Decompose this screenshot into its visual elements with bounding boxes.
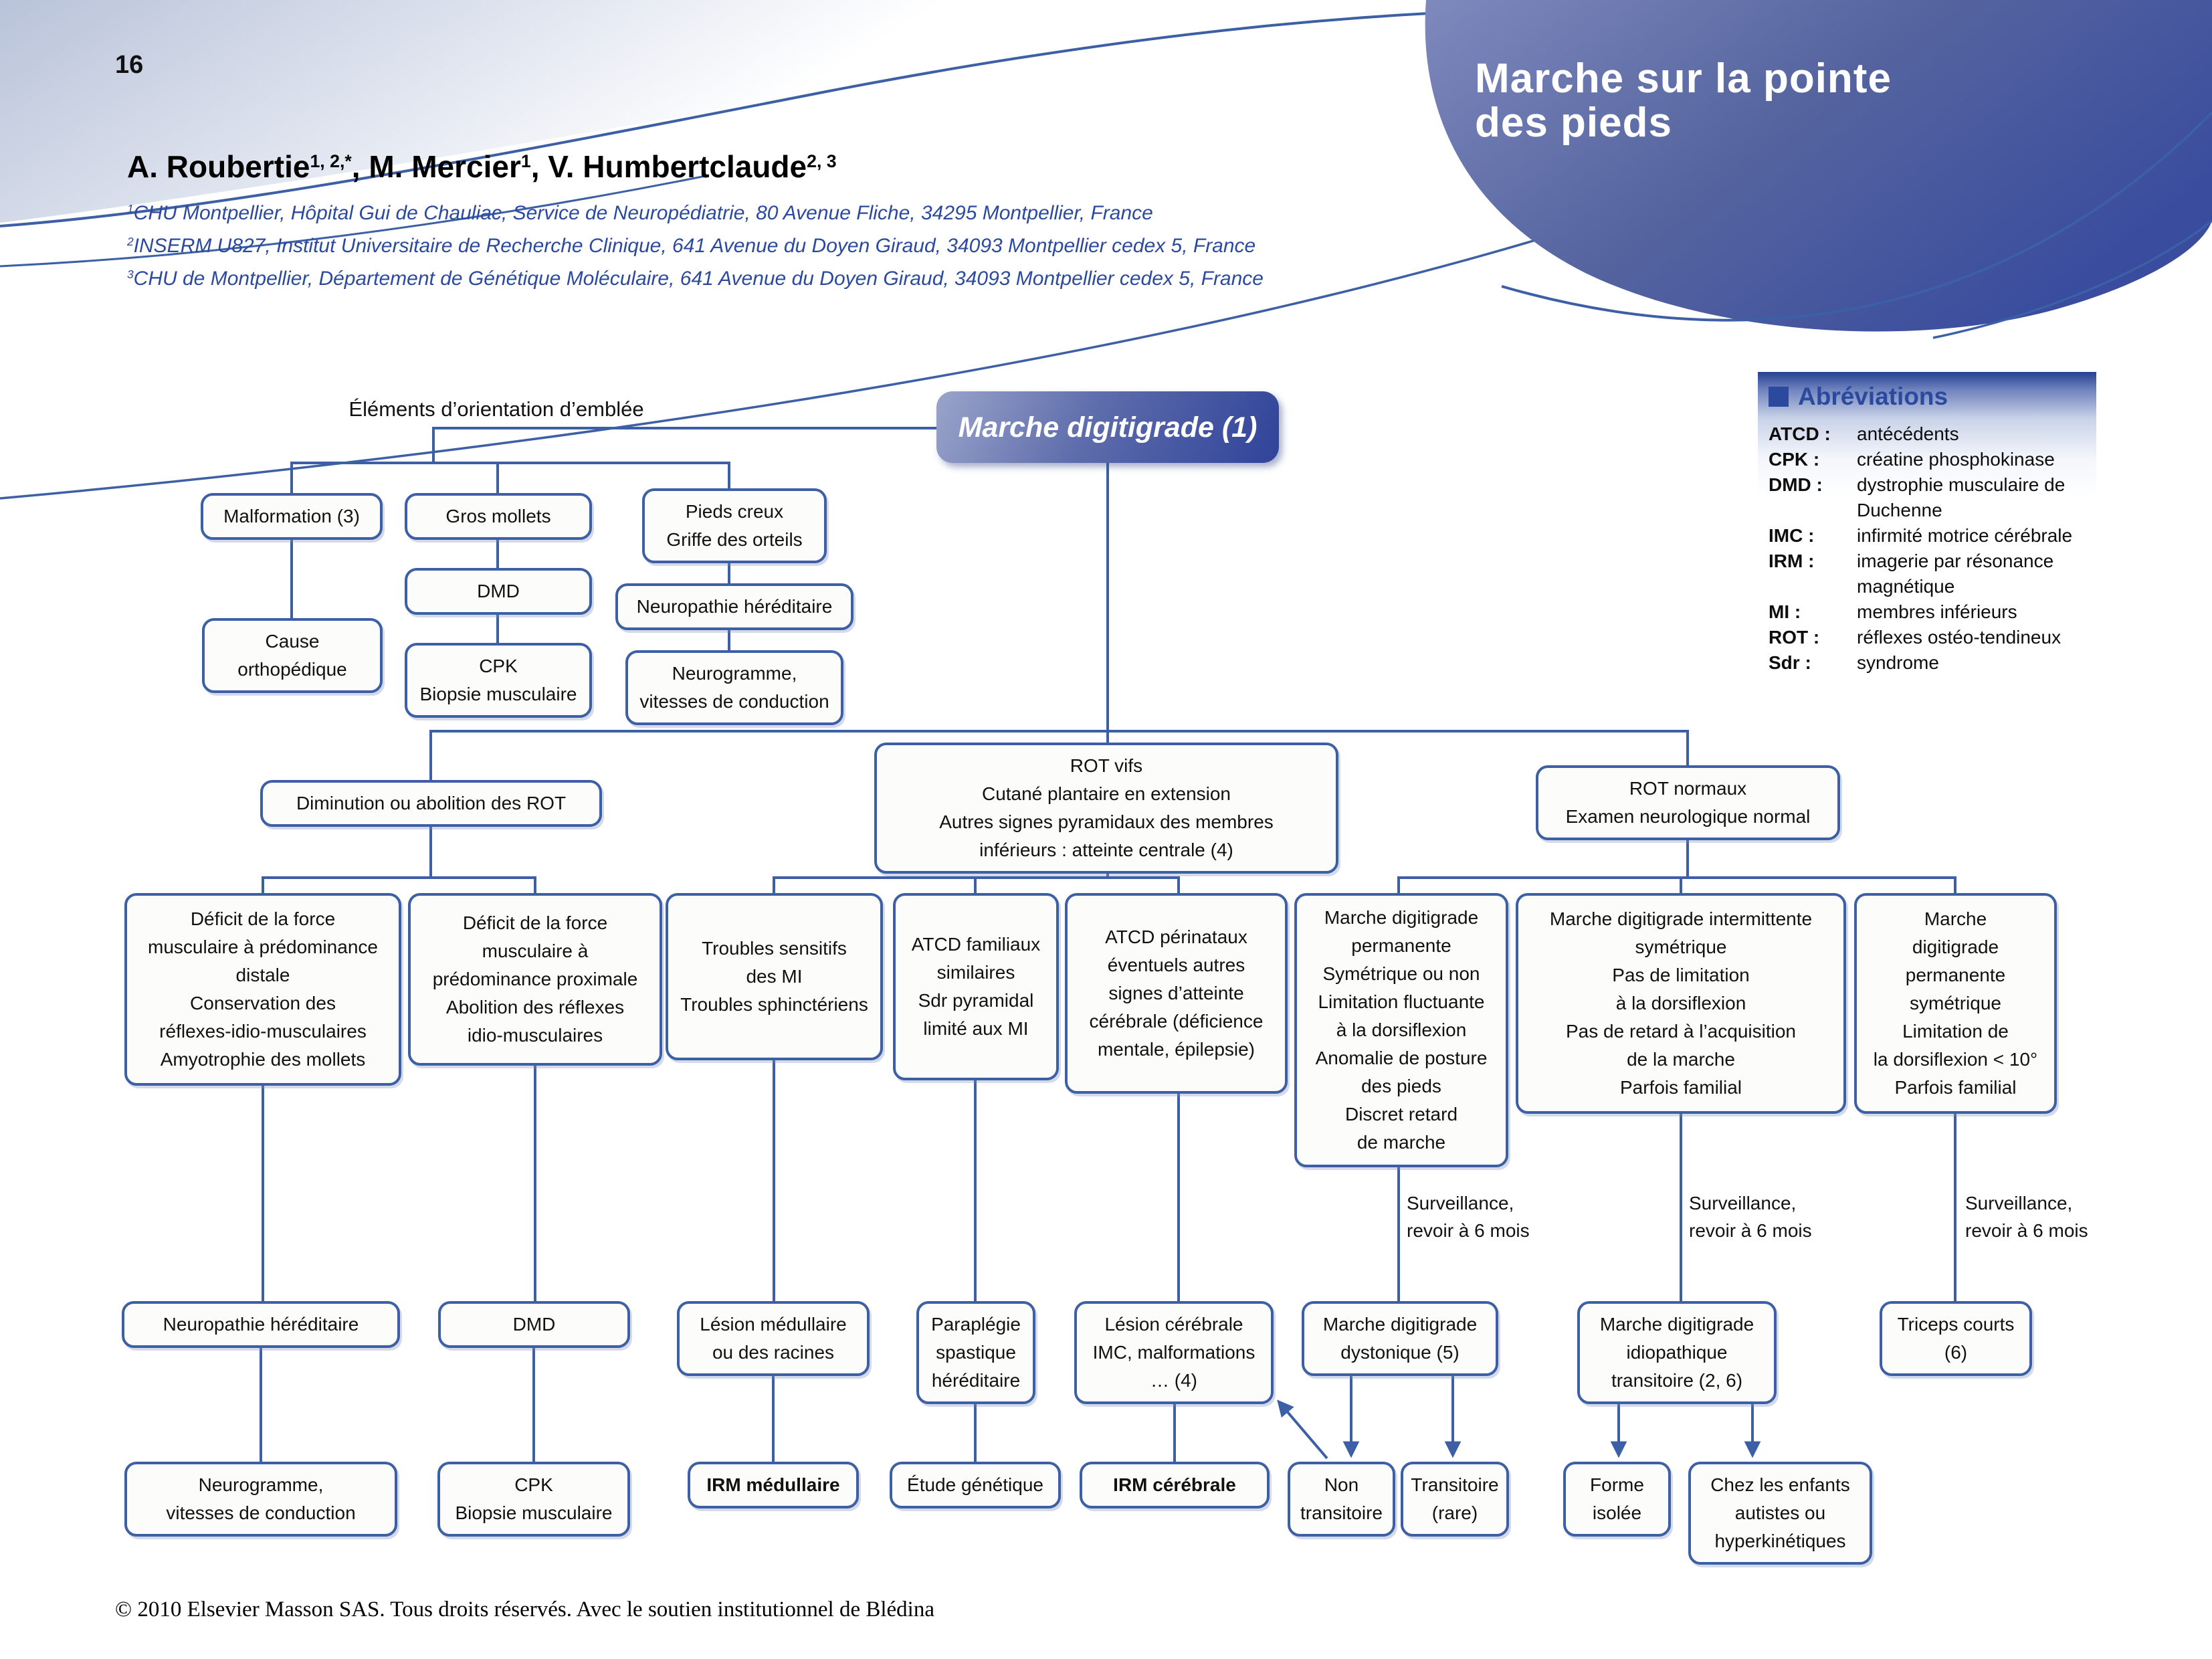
abbrev-def: réflexes ostéo-tendineux (1857, 627, 2062, 648)
box-text-line: Paraplégie (931, 1314, 1021, 1335)
box-text-line: similaires (936, 962, 1015, 983)
box-text-line: autistes ou (1734, 1502, 1826, 1523)
authors-line: A. Roubertie$^{1, 2,*}$, M. Mercier$^1$, V. Humbertclaude$^{2, 3}$ (127, 149, 837, 184)
box-text-line: CPK (479, 656, 518, 676)
author-name: M. Mercier (369, 149, 521, 184)
box-text-line: héréditaire (931, 1370, 1021, 1391)
abbreviations-panel (1758, 372, 2096, 689)
page-number: 16 (115, 51, 144, 79)
author-affiliation-sup: 1 (520, 151, 531, 172)
box-text-line: Marche digitigrade (1322, 1314, 1478, 1335)
abbrev-term: ATCD : (1769, 423, 1831, 444)
box-text-line: Lésion médullaire (700, 1314, 847, 1335)
box-text-line: DMD (477, 581, 520, 601)
flowchart-box-cpk-biopsie-lower (437, 1462, 630, 1537)
flowchart-box-rot-normaux (1536, 765, 1840, 840)
note-text-line: revoir à 6 mois (1689, 1220, 1812, 1241)
abbreviations-title-text: Abréviations (1798, 383, 1948, 410)
author-affiliation-sup: 1, 2,* (310, 151, 352, 172)
affiliation-sup: 2 (127, 235, 134, 249)
box-text-line: inférieurs : atteinte centrale (4) (979, 840, 1233, 860)
box-text-line: musculaire à prédominance (148, 937, 378, 957)
box-text-line: Autres signes pyramidaux des membres (939, 811, 1274, 832)
flowchart-box-atcd-familiaux (893, 893, 1059, 1080)
box-text-line: digitigrade (1912, 937, 1999, 957)
box-text-line: symétrique (1635, 937, 1727, 957)
affiliation: $^2$INSERM U827, Institut Universitaire de Recherche Clinique, 641 Avenue du Doyen Giraud, 34093 Montpellier cedex 5, France (127, 235, 1256, 257)
box-text-line: … (4) (1150, 1370, 1197, 1391)
page-title-line1: Marche sur la pointe (1475, 56, 1892, 102)
box-text-line: Limitation de (1902, 1021, 2009, 1042)
note-text-line: revoir à 6 mois (1965, 1220, 2088, 1241)
box-text-line: Diminution ou abolition des ROT (296, 793, 567, 813)
flowchart-box-marche-permanente-symetrique (1854, 893, 2057, 1114)
affiliation: $^3$CHU de Montpellier, Département de Génétique Moléculaire, 641 Avenue du Doyen Giraud, 34093 Montpellier cedex 5, France (127, 268, 1264, 290)
box-text-line: Marche digitigrade (1599, 1314, 1754, 1335)
flowchart-box-gros-mollets (405, 493, 592, 540)
flowchart-box-neuropathie-hereditaire-lower (122, 1301, 400, 1348)
box-text-line: la dorsiflexion < 10° (1873, 1049, 2038, 1070)
box-text-line: orthopédique (237, 659, 347, 680)
box-text-line: Conservation des (190, 993, 336, 1013)
flowchart-box-neuropathie-hereditaire-upper (615, 583, 853, 630)
flowchart-box-irm-cerebrale (1080, 1462, 1270, 1508)
box-text-line: à la dorsiflexion (1336, 1019, 1467, 1040)
box-text-line: Étude génétique (907, 1474, 1043, 1495)
abbrev-term: CPK : (1769, 449, 1820, 470)
square-bullet-icon (1769, 387, 1789, 407)
box-text-line: (6) (1944, 1342, 1968, 1363)
box-text-line: Marche digitigrade (1324, 907, 1479, 928)
flowchart-box-dmd-upper (405, 568, 592, 615)
abbrev-term: IRM : (1769, 551, 1815, 571)
box-text-line: Pas de limitation (1612, 965, 1750, 985)
box-text-line: IMC, malformations (1092, 1342, 1255, 1363)
box-text-line: dystonique (5) (1340, 1342, 1460, 1363)
abbreviations-list (1769, 421, 2086, 676)
abbrev-def: créatine phosphokinase (1857, 449, 2055, 470)
abbrev-def: membres inférieurs (1857, 601, 2017, 622)
box-text-line: de la marche (1627, 1049, 1735, 1070)
author-name: A. Roubertie (127, 149, 310, 184)
author-name: V. Humbertclaude (548, 149, 807, 184)
box-text-line: ATCD familiaux (911, 934, 1041, 955)
box-text-line: ou des racines (712, 1342, 835, 1363)
box-text-line: Anomalie de posture (1315, 1048, 1488, 1068)
flowchart-box-marche-digitigrade (936, 391, 1279, 463)
box-text-line: isolée (1592, 1502, 1642, 1523)
abbrev-def: infirmité motrice cérébrale (1857, 525, 2073, 546)
box-text-line: Déficit de la force (462, 912, 608, 933)
flowchart-box-etude-genetique (890, 1462, 1061, 1508)
box-text-line: idio-musculaires (467, 1025, 603, 1046)
flowchart-box-atcd-perinataux (1065, 893, 1288, 1094)
box-text-line: prédominance proximale (432, 969, 638, 989)
box-text-line: spastique (936, 1342, 1016, 1363)
note-text-line: revoir à 6 mois (1407, 1220, 1530, 1241)
box-text-line: cérébrale (déficience (1089, 1011, 1264, 1032)
box-text-line: Troubles sphinctériens (680, 994, 868, 1015)
box-text-line: ROT vifs (1070, 755, 1143, 776)
box-text-line: Sdr pyramidal (918, 990, 1034, 1011)
box-text-line: permanente (1905, 965, 2006, 985)
box-text-line: DMD (512, 1314, 556, 1335)
box-text-line: signes d’atteinte (1108, 983, 1244, 1003)
flowchart-box-enfants-autistes (1688, 1462, 1872, 1565)
surveillance-note (1689, 1189, 1812, 1244)
flowchart-box-rot-vifs (874, 743, 1338, 874)
affiliations (127, 198, 1264, 296)
note-text-line: Surveillance, (1689, 1193, 1797, 1213)
box-text-line: Neuropathie héréditaire (636, 596, 833, 617)
box-text-line: mentale, épilepsie) (1097, 1039, 1255, 1060)
box-text-line: Cause (265, 631, 320, 652)
connector-arrow (1280, 1403, 1327, 1458)
affiliation-sup: 1 (127, 202, 134, 216)
box-text-line: des pieds (1361, 1076, 1441, 1096)
box-text-line: Neuropathie héréditaire (163, 1314, 359, 1335)
box-text-line: Marche digitigrade intermittente (1549, 908, 1813, 929)
box-text-line: Pas de retard à l’acquisition (1566, 1021, 1796, 1042)
box-text-line: musculaire à (482, 941, 589, 961)
box-text-line: transitoire (2, 6) (1611, 1370, 1743, 1391)
box-text-line: Examen neurologique normal (1565, 806, 1811, 827)
box-text-line: Pieds creux (685, 501, 784, 522)
box-text-line: réflexes-idio-musculaires (159, 1021, 367, 1042)
flowchart-box-deficit-distal (124, 893, 401, 1086)
page-title (1475, 57, 1892, 145)
box-text-line: Troubles sensitifs (702, 938, 847, 959)
flowchart-box-lesion-cerebrale (1074, 1301, 1274, 1404)
box-text-line: IRM cérébrale (1113, 1474, 1236, 1495)
flowchart-box-neurogramme-lower (124, 1462, 397, 1537)
abbreviations-title (1769, 383, 2086, 411)
box-text-line: Neurogramme, (198, 1474, 324, 1495)
flowchart-box-marche-digitigrade-permanente (1294, 893, 1508, 1167)
box-text-line: Biopsie musculaire (419, 684, 577, 704)
box-text-line: distale (235, 965, 290, 985)
box-text-line: Triceps courts (1897, 1314, 2015, 1335)
box-text-line: Symétrique ou non (1322, 963, 1480, 984)
box-text-line: Griffe des orteils (666, 529, 803, 550)
author-affiliation-sup: 2, 3 (807, 151, 837, 172)
flowchart-box-cpk-biopsie-upper (405, 643, 592, 718)
box-text-line: Limitation fluctuante (1318, 991, 1485, 1012)
note-text-line: Surveillance, (1407, 1193, 1514, 1213)
box-text-line: des MI (746, 966, 803, 987)
box-text-line: Chez les enfants (1710, 1474, 1850, 1495)
flowchart-box-paraplegie-spastique (916, 1301, 1035, 1404)
abbrev-term: IMC : (1769, 525, 1815, 546)
surveillance-note (1965, 1189, 2088, 1244)
box-text-line: Déficit de la force (190, 908, 336, 929)
box-text-line: Biopsie musculaire (455, 1502, 613, 1523)
flowchart-box-irm-medullaire (688, 1462, 859, 1508)
box-text-line: Marche (1924, 908, 1987, 929)
box-text-line: Transitoire (1411, 1474, 1499, 1495)
box-text-line: symétrique (1910, 993, 2001, 1013)
flowchart-box-marche-dystonique (1302, 1301, 1498, 1376)
orientation-label: Éléments d’orientation d’emblée (348, 397, 644, 421)
flowchart-box-neurogramme-upper (625, 650, 843, 725)
abbrev-term: ROT : (1769, 627, 1820, 648)
box-text-line: Malformation (3) (223, 506, 360, 526)
abbrev-term: MI : (1769, 601, 1801, 622)
flowchart-box-troubles-sensitifs (666, 893, 883, 1060)
box-text-line: Forme (1590, 1474, 1644, 1495)
box-text-line: Parfois familial (1894, 1077, 2017, 1098)
abbrev-def: antécédents (1857, 423, 1959, 444)
affiliation-sup: 3 (127, 268, 134, 282)
note-text-line: Surveillance, (1965, 1193, 2073, 1213)
flowchart-box-malformation (201, 493, 383, 540)
box-text-line: permanente (1351, 935, 1451, 956)
box-text-line: Lésion cérébrale (1104, 1314, 1243, 1335)
box-text-line: CPK (514, 1474, 553, 1495)
abbrev-def: syndrome (1857, 652, 1939, 673)
box-text-line: Non (1324, 1474, 1359, 1495)
box-text-line: Cutané plantaire en extension (981, 783, 1231, 804)
box-text-line: idiopathique (1626, 1342, 1728, 1363)
box-text-line: limité aux MI (923, 1018, 1029, 1039)
copyright-footer: © 2010 Elsevier Masson SAS. Tous droits réservés. Avec le soutien institutionnel de Blédina (115, 1597, 934, 1622)
box-text-line: Amyotrophie des mollets (160, 1049, 366, 1070)
flowchart-box-cause-orthopedique (202, 618, 383, 693)
abbrev-def: imagerie par résonance magnétique (1857, 551, 2054, 597)
flowchart-box-marche-idiopathique (1577, 1301, 1777, 1404)
page-title-line2: des pieds (1475, 100, 1672, 146)
flowchart-box-marche-digitigrade-intermittente (1516, 893, 1846, 1114)
box-text-line: Parfois familial (1619, 1077, 1742, 1098)
box-text-line: éventuels autres (1107, 955, 1245, 975)
box-text-line: transitoire (1300, 1502, 1383, 1523)
box-text-line: Gros mollets (445, 506, 551, 526)
flowchart-box-dmd-lower (438, 1301, 630, 1348)
box-text-line: ATCD périnataux (1105, 926, 1247, 947)
box-text-line: de marche (1356, 1132, 1446, 1153)
flowchart-box-forme-isolee (1563, 1462, 1671, 1537)
abbrev-term: DMD : (1769, 474, 1823, 495)
abbrev-term: Sdr : (1769, 652, 1811, 673)
flowchart-box-non-transitoire (1288, 1462, 1395, 1537)
flowchart-box-triceps-courts (1880, 1301, 2032, 1376)
box-text-line: Neurogramme, (672, 663, 797, 684)
flowchart-box-transitoire-rare (1401, 1462, 1509, 1537)
abbrev-def: dystrophie musculaire de Duchenne (1857, 474, 2066, 520)
flowchart-box-diminution-rot (260, 780, 602, 827)
box-text-line: Abolition des réflexes (445, 997, 625, 1017)
box-text-line: vitesses de conduction (166, 1502, 356, 1523)
box-text-line: vitesses de conduction (639, 691, 829, 712)
affiliation: $^1$CHU Montpellier, Hôpital Gui de Chauliac, Service de Neuropédiatrie, 80 Avenue Fliche, 34295 Montpellier, France (127, 202, 1153, 224)
box-text-line: à la dorsiflexion (1615, 993, 1746, 1013)
box-text-line: Discret retard (1344, 1104, 1458, 1125)
surveillance-note (1407, 1189, 1530, 1244)
box-text-line: hyperkinétiques (1714, 1531, 1846, 1551)
flowchart-box-pieds-creux (642, 488, 827, 563)
flowchart-box-lesion-medullaire (677, 1301, 870, 1376)
flowchart-box-deficit-proximal (408, 893, 662, 1066)
box-text-line: IRM médullaire (706, 1474, 840, 1495)
box-text-line: (rare) (1431, 1502, 1478, 1523)
box-text-line: ROT normaux (1629, 778, 1747, 799)
box-text-line: Marche digitigrade (1) (958, 411, 1258, 444)
